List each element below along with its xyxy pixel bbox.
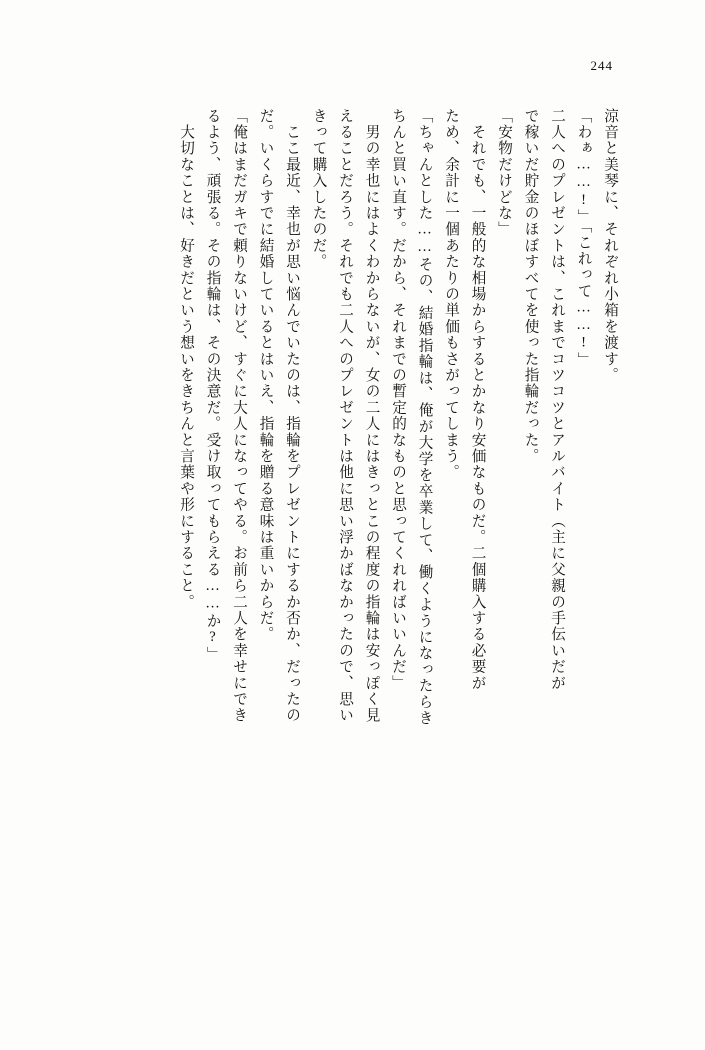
text-column: ため、余計に一個あたりの単価もさがってしまう。 xyxy=(443,108,459,481)
text-column: えることだろう。それでも二人へのプレゼントは他に思い浮かばなかったので、思い xyxy=(337,108,353,724)
text-column: 「俺はまだガキで頼りないけど、すぐに大人になってやる。お前ら二人を幸せにでき xyxy=(231,108,247,724)
text-column: 「わぁ……!」「これって……!」 xyxy=(575,108,592,369)
text-column: 涼音と美琴に、それぞれ小箱を渡す。 xyxy=(602,108,618,384)
text-column: るよう、頑張る。その指輪は、その決意だ。受け取ってもらえる……か?」 xyxy=(204,108,221,663)
text-column: 男の幸也にはよくわからないが、女の二人にはきっとこの程度の指輪は安っぽく見 xyxy=(363,108,380,724)
text-column: きって購入したのだ。 xyxy=(310,108,327,270)
page-number: 244 xyxy=(590,58,613,73)
vertical-text-body xyxy=(70,108,617,990)
text-column: それでも、一般的な相場からするとかなり安価なものだ。二個購入する必要が xyxy=(469,108,486,692)
text-column: で稼いだ貯金のほぼすべてを使った指輪だった。 xyxy=(522,108,539,465)
text-column: 大切なことは、好きだという想いをきちんと言葉や形にすること。 xyxy=(178,108,194,611)
text-column: 「ちゃんとした……その、結婚指輪は、俺が大学を卒業して、働くようになったらき xyxy=(416,108,433,727)
text-column: ここ最近、幸也が思い悩んでいたのは、指輪をプレゼントにするか否か、だったの xyxy=(284,108,300,724)
text-column: 「安物だけどな」 xyxy=(496,108,512,238)
text-column: 二人へのプレゼントは、これまでコツコツとアルバイト（主に父親の手伝いだが xyxy=(549,108,565,692)
text-column: ちんと買い直す。だから、それまでの暫定的なものと思ってくれればいいんだ」 xyxy=(390,108,406,692)
text-column: だ。いくらすでに結婚しているとはいえ、指輪を贈る意味は重いからだ。 xyxy=(257,108,274,643)
